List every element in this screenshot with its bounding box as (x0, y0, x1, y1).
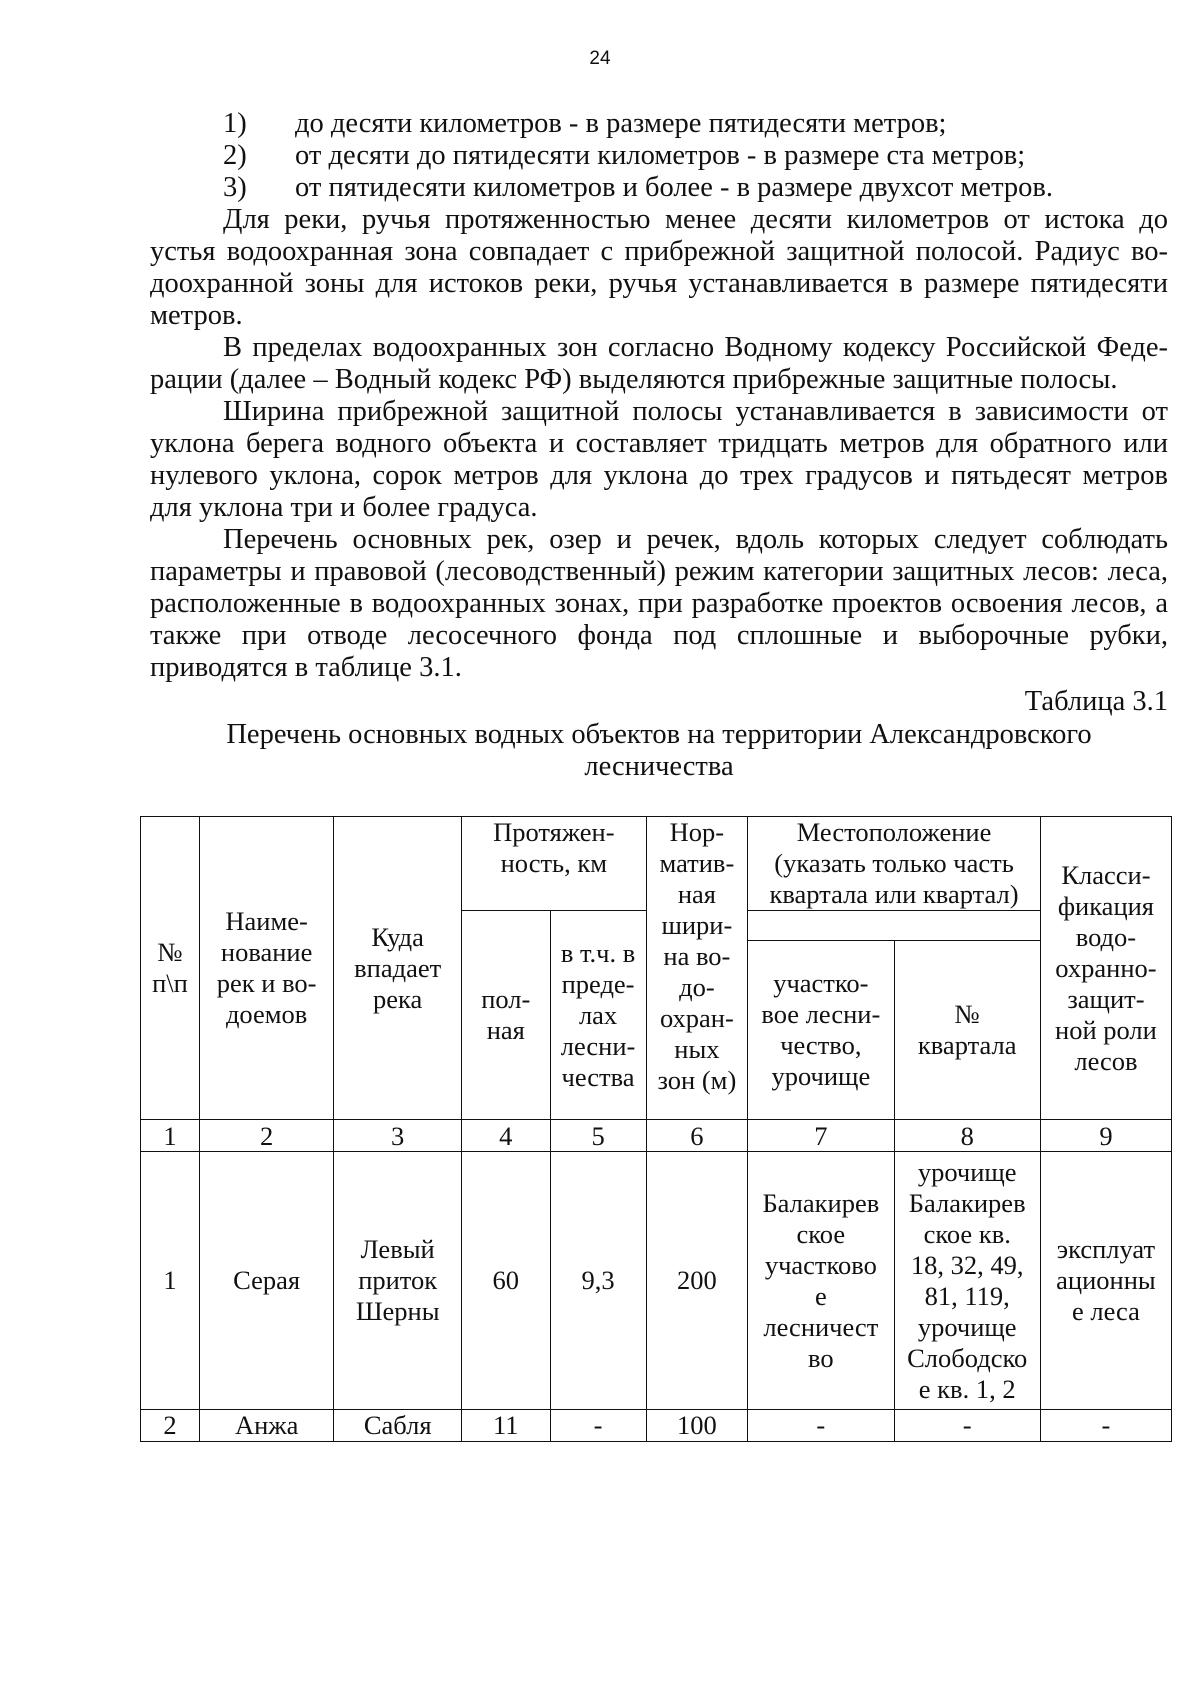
header-classification: Класси- фикация водо- охранно- защит- ной роли лесов (1040, 817, 1171, 1120)
list-item-number: 2) (223, 140, 247, 171)
header-location-forestry: участко- вое лесни- чество, урочище (748, 941, 894, 1120)
list-item (150, 172, 1168, 204)
cell-length-within: 9,3 (550, 1152, 646, 1410)
cell-location-forestry: Балакирев ское участково е лесничест во (748, 1152, 894, 1410)
table-title: Перечень основных водных объектов на территории Александровского лесничества (226, 719, 1092, 782)
cell-location-quarter: урочище Балакирев ское кв. 18, 32, 49, 81, 119, урочище Слободско е кв. 1, 2 (894, 1152, 1040, 1410)
cell-classification: эксплуат ационны е леса (1040, 1152, 1171, 1410)
cell-name: Анжа (199, 1410, 333, 1442)
column-number: 8 (894, 1120, 1040, 1152)
header-length-group: Протяжен- ность, км (462, 817, 647, 911)
cell-num: 2 (141, 1410, 200, 1442)
list-item-text: от пятидесяти километров и более - в размере двухсот метров. (295, 172, 1053, 203)
header-location-quarter: № квартала (894, 941, 1040, 1120)
cell-length-within: - (550, 1410, 646, 1442)
column-number: 1 (141, 1120, 200, 1152)
cell-length-full: 11 (462, 1410, 550, 1442)
list-item-text: до десяти километров - в размере пятидесяти метров; (295, 108, 947, 139)
column-number: 6 (646, 1120, 748, 1152)
water-objects-table (140, 816, 1172, 1442)
header-length-within: в т.ч. в преде- лах лесни- чества (550, 911, 646, 1120)
cell-num: 1 (141, 1152, 200, 1410)
cell-location-forestry: - (748, 1410, 894, 1442)
header-location-group: Местоположение (указать только часть квартала или квартал) (748, 817, 1041, 911)
paragraph-coastal-strips: В пределах водоохранных зон согласно Водному кодексу Российской Феде-рации (далее – Водный кодекс РФ) выделяются прибрежные защитные полосы. (150, 332, 1168, 395)
cell-classification: - (1040, 1410, 1171, 1442)
document-body (150, 108, 1168, 783)
table-label: Таблица 3.1 (1024, 686, 1168, 717)
list-item-number: 3) (223, 172, 247, 203)
paragraph-rivers-list: Перечень основных рек, озер и речек, вдоль которых следует соблюдать параметры и правовой (лесоводственный) режим категории защитных лесов: леса, расположенные в водоохранных зонах, при разработке проектов освоения лесов, а также при отводе лесосечного фонда под сплошные и выборочные рубки, приводятся в таблице 3.1. (150, 524, 1168, 683)
cell-name: Серая (199, 1152, 333, 1410)
column-number: 5 (550, 1120, 646, 1152)
paragraph-water-zone-radius: Для реки, ручья протяженностью менее десяти километров от истока до устья водоохранная зона совпадает с прибрежной защитной полосой. Радиус во-доохранной зоны для истоков реки, ручья устанавливается в размере пятидесяти метров. (150, 204, 1168, 331)
cell-flows-into: Левый приток Шерны (334, 1152, 462, 1410)
paragraph-strip-width: Ширина прибрежной защитной полосы устанавливается в зависимости от уклона берега водного объекта и составляет тридцать метров для обратного или нулевого уклона, сорок метров для уклона до трех градусов и пятьдесят метров для уклона три и более градуса. (150, 396, 1168, 523)
header-num: № п\п (141, 817, 200, 1120)
list-item-number: 1) (223, 108, 247, 139)
page-number: 24 (589, 48, 611, 69)
column-number: 3 (334, 1120, 462, 1152)
cell-flows-into: Сабля (334, 1410, 462, 1442)
list-item (150, 140, 1168, 172)
cell-length-full: 60 (462, 1152, 550, 1410)
header-length-full: пол- ная (462, 911, 550, 1120)
column-number: 2 (199, 1120, 333, 1152)
column-number: 4 (462, 1120, 550, 1152)
column-number: 7 (748, 1120, 894, 1152)
cell-norm-width: 100 (646, 1410, 748, 1442)
cell-norm-width: 200 (646, 1152, 748, 1410)
table-row (141, 1410, 1172, 1442)
header-norm-width: Нор- матив- ная шири- на во- до- охран- ных зон (м) (646, 817, 748, 1120)
list-item-text: от десяти до пятидесяти километров - в размере ста метров; (295, 140, 1026, 171)
column-numbers-row (141, 1120, 1172, 1152)
cell-location-quarter: - (894, 1410, 1040, 1442)
table-row (141, 1152, 1172, 1410)
header-flows-into: Куда впадает река (334, 817, 462, 1120)
list-item (150, 108, 1168, 140)
column-number: 9 (1040, 1120, 1171, 1152)
header-name: Наиме- нование рек и во- доемов (199, 817, 333, 1120)
